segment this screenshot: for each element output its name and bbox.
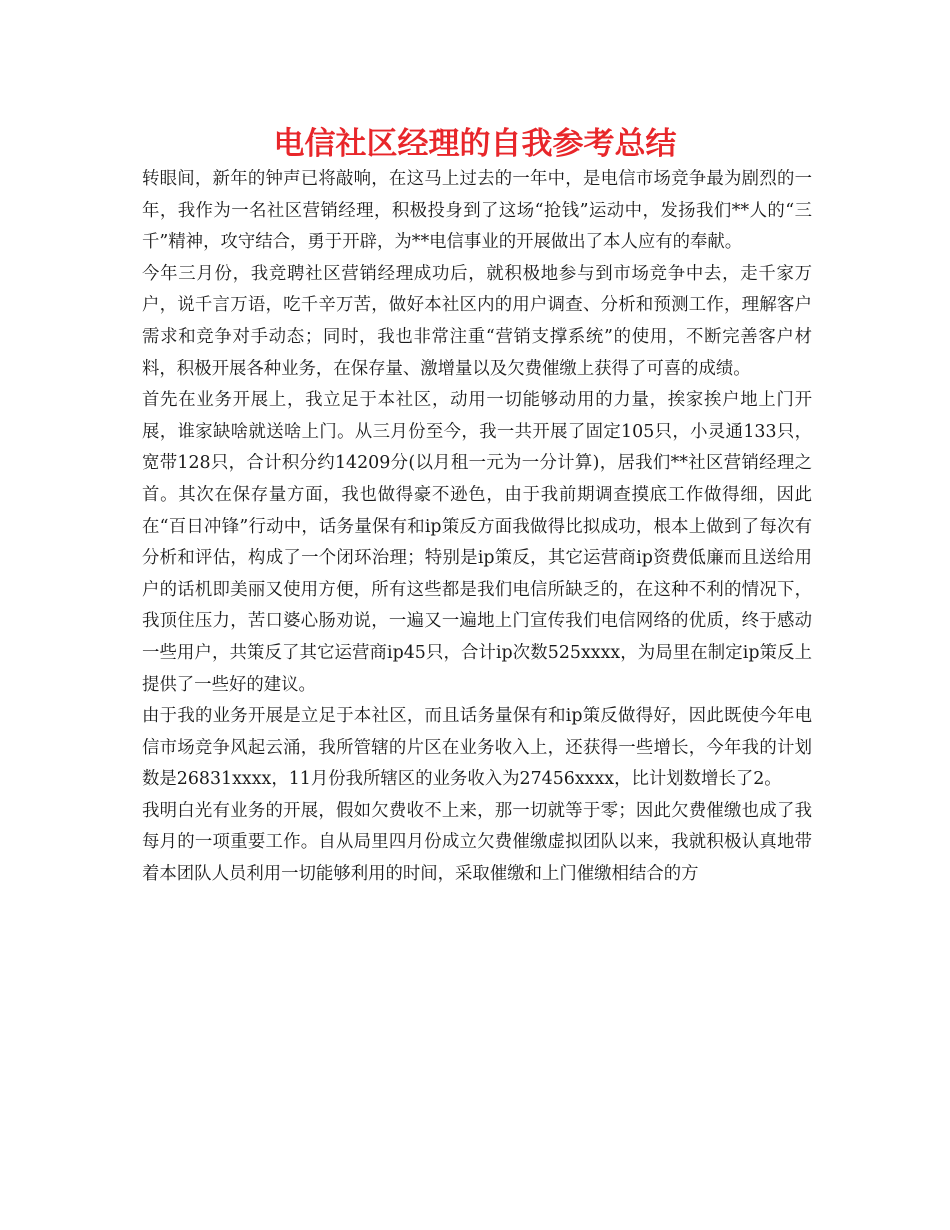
document-title: 电信社区经理的自我参考总结	[273, 126, 677, 162]
paragraph-4: 由于我的业务开展是立足于本社区，而且话务量保有和ip策反做得好，因此既使今年电信市场竞争风起云涌，我所管辖的片区在业务收入上，还获得一些增长，今年我的计划数是26831xxxx，11月份我所辖区的业务收入为27456xxxx，比计划数增长了2。	[142, 706, 812, 790]
paragraph-2: 今年三月份，我竞聘社区营销经理成功后，就积极地参与到市场竞争中去，走千家万户，说千言万语，吃千辛万苦，做好本社区内的用户调查、分析和预测工作，理解客户需求和竞争对手动态；同时，我也非常注重“营销支撑系统”的使用，不断完善客户材料，积极开展各种业务，在保存量、激增量以及欠费催缴上获得了可喜的成绩。	[142, 263, 812, 379]
paragraph-1: 转眼间，新年的钟声已将敲响，在这马上过去的一年中，是电信市场竞争最为剧烈的一年，我作为一名社区营销经理，积极投身到了这场“抢钱”运动中，发扬我们**人的“三千”精神，攻守结合，勇于开辟，为**电信事业的开展做出了本人应有的奉献。	[142, 169, 812, 253]
document-body	[142, 164, 812, 891]
paragraph-3: 首先在业务开展上，我立足于本社区，动用一切能够动用的力量，挨家挨户地上门开展，谁家缺啥就送啥上门。从三月份至今，我一共开展了固定105只，小灵通133只，宽带128只，合计积分约14209分(以月租一元为一分计算)，居我们**社区营销经理之首。其次在保存量方面，我也做得豪不逊色，由于我前期调查摸底工作做得细，因此在“百日冲锋”行动中，话务量保有和ip策反方面我做得比拟成功，根本上做到了每次有分析和评估，构成了一个闭环治理；特别是ip策反，其它运营商ip资费低廉而且送给用户的话机即美丽又使用方便，所有这些都是我们电信所缺乏的，在这种不利的情况下，我顶住压力，苦口婆心肠劝说，一遍又一遍地上门宣传我们电信网络的优质，终于感动一些用户，共策反了其它运营商ip45只，合计ip次数525xxxx，为局里在制定ip策反上提供了一些好的建议。	[142, 390, 812, 695]
paragraph-5: 我明白光有业务的开展，假如欠费收不上来，那一切就等于零；因此欠费催缴也成了我每月的一项重要工作。自从局里四月份成立欠费催缴虚拟团队以来，我就积极认真地带着本团队人员利用一切能够利用的时间，采取催缴和上门催缴相结合的方	[142, 800, 812, 885]
